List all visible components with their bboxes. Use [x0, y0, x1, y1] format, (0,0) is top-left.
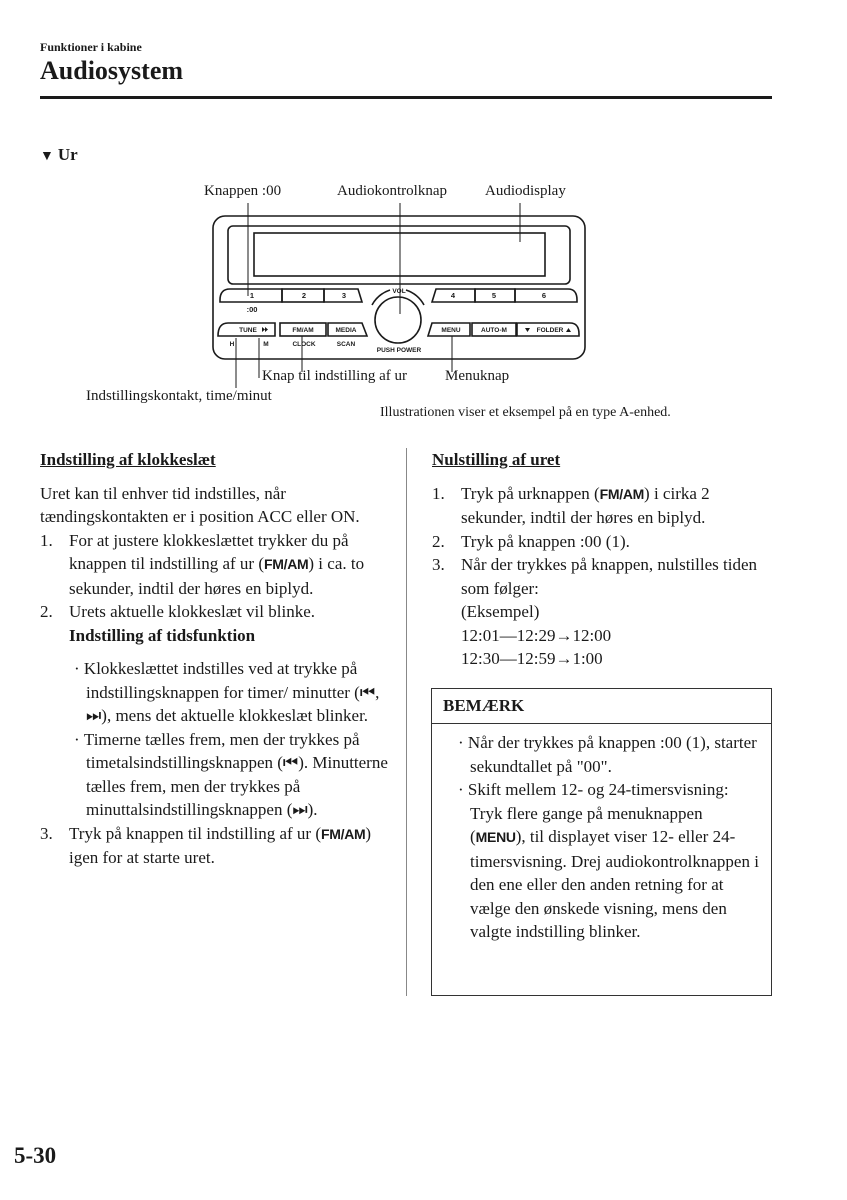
diagram-caption: Illustrationen viser et eksempel på en type A-enhed. — [380, 405, 671, 420]
preset-5-label: 5 — [491, 291, 497, 300]
left-step-2: 2. Urets aktuelle klokkeslæt vil blinke. — [40, 602, 315, 621]
note-bullet-2: · Skift mellem 12- og 24-timersvisning: — [458, 780, 729, 799]
preset-1-sublabel: :00 — [246, 305, 258, 314]
left-intro: Uret kan til enhver tid indstilles, når tændingskontakten er i position ACC eller ON. — [40, 483, 360, 526]
scan-label: SCAN — [336, 341, 356, 348]
autom-label: AUTO-M — [481, 327, 507, 334]
left-bullet-2: · Timerne tælles frem, men der trykkes på timetalsindstillingsknappen (⏮). Minutterne tælles frem, men der trykkes på minuttalsindstillingsknappen (⏭). — [74, 729, 388, 819]
preset-4-label: 4 — [450, 291, 456, 300]
callout-clock-set-button: Knap til indstilling af ur — [262, 368, 407, 384]
callout-button-00: Knappen :00 — [204, 183, 282, 199]
column-divider — [406, 448, 407, 996]
page-title: Audiosystem — [40, 56, 184, 85]
preset-6-label: 6 — [541, 291, 547, 300]
push-power-label: PUSH POWER — [376, 347, 422, 354]
left-step-3: 3. Tryk på knappen til indstilling af ur (FM/AM) igen for at starte uret. — [40, 823, 372, 867]
preset-2-label: 2 — [301, 291, 307, 300]
triangle-marker-icon: ▼ — [40, 149, 54, 164]
left-step-1: 1. For at justere klokkeslættet trykker du på knappen til indstilling af ur (FM/AM) i ca. to sekunder, indtil der høres en biplyd. — [40, 530, 365, 598]
callout-audio-knob: Audiokontrolknap — [337, 183, 447, 199]
note-heading: BEMÆRK — [432, 689, 771, 724]
next-arrow-icon — [262, 327, 268, 332]
menu-button-label: MENU — [475, 829, 516, 845]
folder-up-icon — [566, 328, 571, 332]
example-label: (Eksempel) — [461, 602, 540, 621]
menu-label: MENU — [441, 327, 461, 334]
note-bullet-2-detail: Tryk flere gange på menuknappen (MENU), til displayet viser 12- eller 24-timersvisning. Drej audiokontrolknappen i den ene eller den anden retning for at vælge den ønskede visning, mens den valgte indstilling blinker. — [470, 803, 759, 941]
example-line-2: 12:30—12:59→1:00 — [461, 649, 603, 668]
example-line-1: 12:01—12:29→12:00 — [461, 625, 612, 645]
vol-arc-left — [372, 290, 390, 305]
folder-down-icon — [525, 328, 530, 332]
folder-label: FOLDER — [536, 327, 564, 334]
fmam-button-label: FM/AM — [321, 825, 366, 842]
vol-arc-right — [406, 290, 424, 305]
vol-label: VOL — [392, 288, 406, 295]
preset-3-label: 3 — [341, 291, 347, 300]
fmam-label: FM/AM — [292, 327, 314, 334]
note-bullet-1: · Når der trykkes på knappen :00 (1), starter sekundtallet på "00". — [458, 733, 757, 776]
left-column — [40, 448, 390, 870]
clock-label: CLOCK — [292, 341, 316, 348]
page-number: 5-30 — [14, 1143, 57, 1168]
tune-label: TUNE — [239, 327, 257, 334]
media-label: MEDIA — [335, 327, 357, 334]
right-heading: Nulstilling af uret — [432, 450, 561, 469]
m-label: M — [263, 341, 269, 348]
right-step-3: 3. Når der trykkes på knappen, nulstilles tiden som følger: — [432, 555, 758, 598]
callout-menu-button: Menuknap — [445, 368, 510, 384]
callout-audio-display: Audiodisplay — [485, 183, 566, 199]
section-label: Funktioner i kabine — [40, 40, 142, 54]
fmam-button-label: FM/AM — [599, 485, 645, 502]
subheading-text: Ur — [57, 145, 78, 164]
right-column — [432, 448, 777, 671]
right-step-2: 2. Tryk på knappen :00 (1). — [432, 531, 630, 551]
h-label: H — [229, 341, 235, 348]
fmam-button-label: FM/AM — [264, 556, 309, 572]
preset-1-label: 1 — [249, 291, 255, 300]
note-box — [431, 688, 772, 996]
left-subheading: Indstilling af tidsfunktion — [69, 625, 256, 645]
left-heading: Indstilling af klokkeslæt — [40, 450, 216, 469]
audio-unit-diagram — [0, 0, 847, 440]
left-bullet-1: · Klokkeslættet indstilles ved at trykke på indstillingsknappen for timer/ minutter (⏮, ⏭), mens det aktuelle klokkeslæt blinker. — [74, 659, 380, 725]
right-step-1: 1. Tryk på urknappen (FM/AM) i cirka 2 sekunder, indtil der høres en biplyd. — [432, 483, 710, 527]
callout-set-switch: Indstillingskontakt, time/minut — [86, 388, 272, 404]
audio-control-knob — [375, 297, 421, 343]
